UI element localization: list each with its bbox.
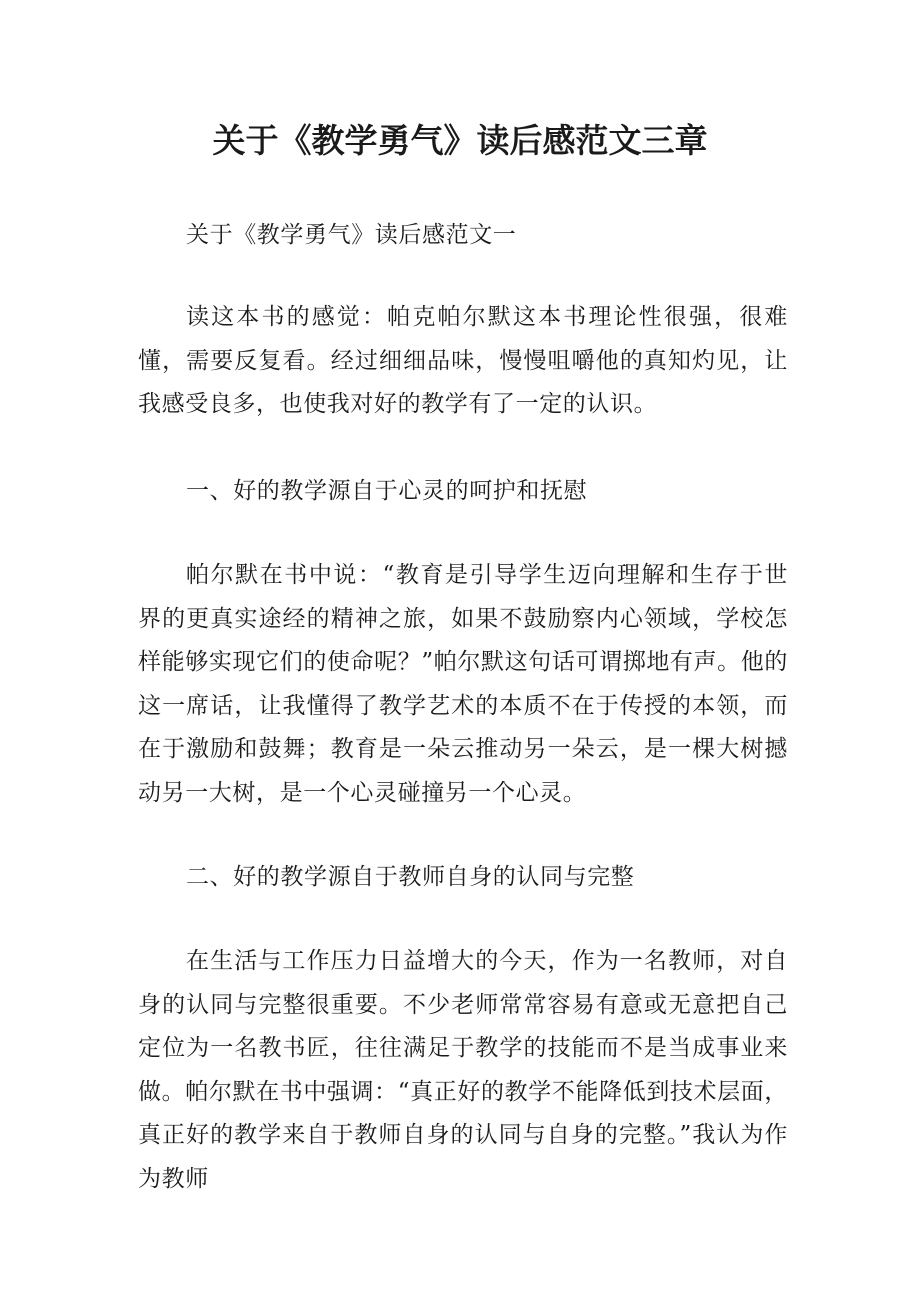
document-title: 关于《教学勇气》读后感范文三章 bbox=[212, 121, 708, 160]
section-title: 关于《教学勇气》读后感范文一 bbox=[186, 222, 517, 248]
paragraph-quote-two: 在生活与工作压力日益增大的今天，作为一名教师，对自身的认同与完整很重要。不少老师常常容易有意或无意把自己定位为一名教书匠，往往满足于教学的技能而不是当成事业来做。帕尔默在书中强调：“真正好的教学不能降低到技术层面，真正好的教学来自于教师自身的认同与自身的完整。”我认为作为教师 bbox=[138, 948, 788, 1192]
heading-two: 二、好的教学源自于教师自身的认同与完整 bbox=[186, 864, 635, 890]
paragraph-quote-one: 帕尔默在书中说：“教育是引导学生迈向理解和生存于世界的更真实途经的精神之旅，如果不鼓励察内心领域，学校怎样能够实现它们的使命呢？”帕尔默这句话可谓掷地有声。他的这一席话，让我懂得了教学艺术的本质不在于传授的本领，而在于激励和鼓舞；教育是一朵云推动另一朵云，是一棵大树撼动另一大树，是一个心灵碰撞另一个心灵。 bbox=[138, 562, 788, 806]
heading-one: 一、好的教学源自于心灵的呵护和抚慰 bbox=[186, 478, 588, 504]
paragraph-intro: 读这本书的感觉：帕克帕尔默这本书理论性很强，很难懂，需要反复看。经过细细品味，慢慢咀嚼他的真知灼见，让我感受良多，也使我对好的教学有了一定的认识。 bbox=[138, 304, 788, 417]
